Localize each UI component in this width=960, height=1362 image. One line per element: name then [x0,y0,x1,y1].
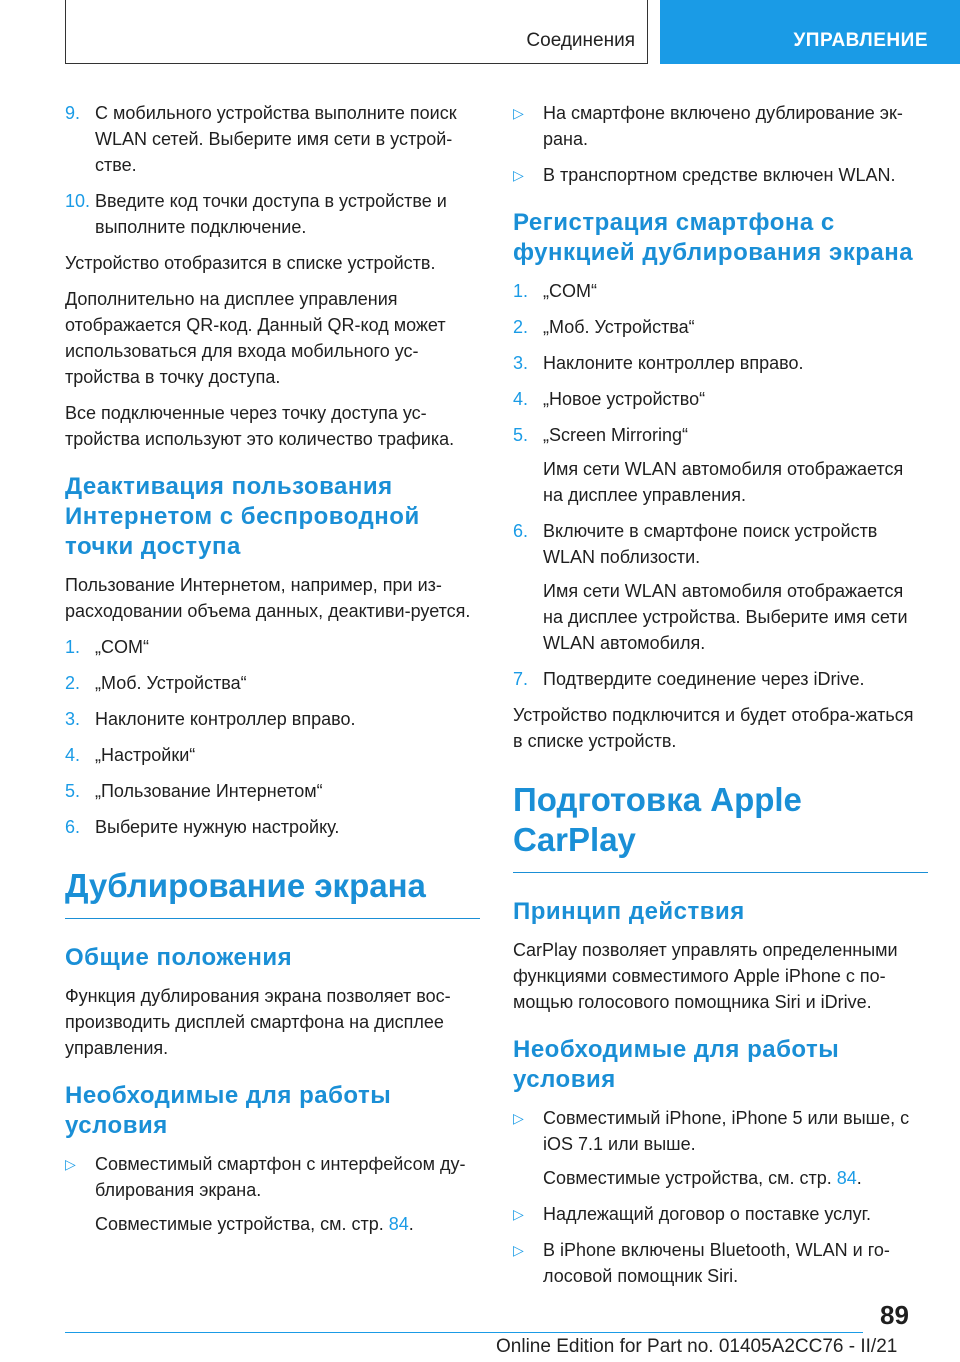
step-item: 5. „Screen Mirroring“ [513,425,689,445]
sub-paragraph: Имя сети WLAN автомобиля отображается на дисплее устройства. Выберите имя сети WLAN автомобиля. [543,581,908,653]
header-section-title: Соединения [526,30,635,51]
paragraph: Дополнительно на дисплее управления отображается QR-код. Данный QR-код может использоваться для входа мобильного ус-тройства в точку доступа. [65,289,446,387]
step-item: 1. „COM“ [65,637,149,657]
paragraph: Все подключенные через точку доступа ус-тройства используют это количество трафика. [65,403,455,449]
right-column [513,100,928,1299]
footer-edition: Online Edition for Part no. 01405A2CC76 - II/21 [496,1336,898,1357]
sub-paragraph: Совместимые устройства, см. стр. 84. [543,1168,862,1188]
bullet-item: ▷ Совместимый смартфон с интерфейсом ду-блирования экрана. [65,1151,480,1203]
paragraph: Устройство подключится и будет отобра-жаться в списке устройств. [513,705,914,751]
bullet-item: ▷ В iPhone включены Bluetooth, WLAN и го-лосовой помощник Siri. [513,1237,928,1289]
bullet-item: ▷ В транспортном средстве включен WLAN. [513,162,928,188]
triangle-bullet-icon: ▷ [513,1242,524,1258]
paragraph: Устройство отобразится в списке устройств. [65,253,436,273]
heading-requirements: Необходимые для работы условия [513,1036,840,1093]
step-item: 10. Введите код точки доступа в устройстве и выполните подключение. [65,191,447,237]
triangle-bullet-icon: ▷ [513,167,524,183]
paragraph: Функция дублирования экрана позволяет вос-производить дисплей смартфона на дисплее управления. [65,986,451,1058]
header-section-tab [65,0,648,64]
header-chapter-title: УПРАВЛЕНИЕ [793,30,928,51]
triangle-bullet-icon: ▷ [513,105,524,121]
step-item: 3. Наклоните контроллер вправо. [513,353,804,373]
bullet-item: ▷ Совместимый iPhone, iPhone 5 или выше, с iOS 7.1 или выше. [513,1105,928,1157]
step-item: 9. С мобильного устройства выполните поиск WLAN сетей. Выберите имя сети в устрой-стве. [65,103,457,175]
step-item: 5. „Пользование Интернетом“ [65,781,323,801]
header-chapter-tab [660,0,960,64]
page-link[interactable]: 84 [388,1214,409,1234]
step-item: 6. Включите в смартфоне поиск устройств WLAN поблизости. [513,521,878,567]
triangle-bullet-icon: ▷ [513,1206,524,1222]
triangle-bullet-icon: ▷ [513,1110,524,1126]
bullet-item: ▷ На смартфоне включено дублирование эк-рана. [513,100,928,152]
step-item: 4. „Настройки“ [65,745,196,765]
footer-divider [65,1332,863,1333]
page-number: 89 [880,1300,909,1330]
step-item: 2. „Моб. Устройства“ [513,317,695,337]
paragraph: Пользование Интернетом, например, при из-расходовании объема данных, деактиви-руется. [65,575,471,621]
step-item: 3. Наклоните контроллер вправо. [65,709,356,729]
heading-screen-mirroring: Дублирование экрана [65,866,480,919]
heading-deactivation: Деактивация пользования Интернетом с беспроводной точки доступа [65,473,420,560]
bullet-item: ▷ Надлежащий договор о поставке услуг. [513,1201,928,1227]
step-item: 2. „Моб. Устройства“ [65,673,247,693]
heading-principle: Принцип действия [513,898,745,925]
step-item: 6. Выберите нужную настройку. [65,817,340,837]
left-column [65,100,480,1247]
step-item: 4. „Новое устройство“ [513,389,706,409]
heading-carplay: Подготовка Apple CarPlay [513,780,928,873]
heading-registration: Регистрация смартфона с функцией дублирования экрана [513,209,914,266]
heading-requirements: Необходимые для работы условия [65,1082,392,1139]
heading-general: Общие положения [65,944,293,971]
step-item: 7. Подтвердите соединение через iDrive. [513,669,865,689]
triangle-bullet-icon: ▷ [65,1156,76,1172]
sub-paragraph: Имя сети WLAN автомобиля отображается на дисплее управления. [543,459,904,505]
sub-paragraph: Совместимые устройства, см. стр. 84. [95,1214,414,1234]
paragraph: CarPlay позволяет управлять определенными функциями совместимого Apple iPhone с по-мощью голосового помощника Siri и iDrive. [513,940,898,1012]
step-item: 1. „COM“ [513,281,597,301]
page-link[interactable]: 84 [836,1168,857,1188]
